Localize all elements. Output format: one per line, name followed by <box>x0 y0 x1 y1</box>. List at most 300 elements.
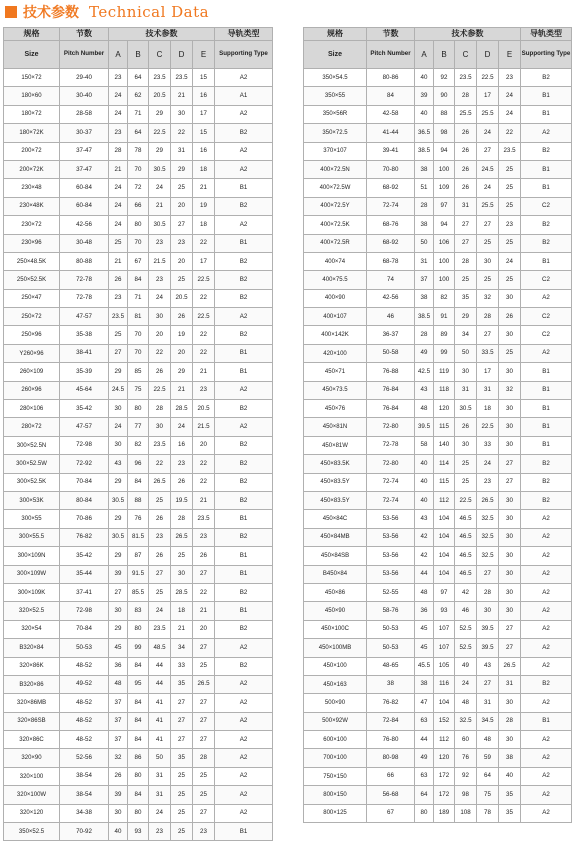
pitch-cell: 50-58 <box>367 344 415 362</box>
b-cell: 84 <box>128 731 149 749</box>
e-cell: 23 <box>193 528 215 546</box>
size-cell: 400×142K <box>304 326 367 344</box>
e-cell: 21 <box>193 179 215 197</box>
e-cell: 17 <box>193 252 215 270</box>
rail-type-cell: A2 <box>521 565 572 583</box>
rail-type-cell: A2 <box>521 547 572 565</box>
b-cell: 84 <box>128 712 149 730</box>
d-cell: 23 <box>171 455 193 473</box>
col-d-header: D <box>171 41 193 69</box>
c-cell: 23.5 <box>149 436 171 454</box>
size-cell: 200×72K <box>4 160 60 178</box>
table-row <box>4 620 273 638</box>
pitch-cell: 35-42 <box>60 547 109 565</box>
size-cell: B450×84 <box>304 565 367 583</box>
d-cell: 43 <box>477 657 499 675</box>
e-cell: 35 <box>499 786 521 804</box>
table-row <box>4 344 273 362</box>
a-cell: 48 <box>415 400 434 418</box>
rail-type-cell: B1 <box>215 565 273 583</box>
c-cell: 26 <box>149 547 171 565</box>
a-cell: 38 <box>415 160 434 178</box>
c-cell: 25 <box>455 455 477 473</box>
spec-header-cn: 规格 <box>304 28 367 41</box>
a-cell: 29 <box>109 473 128 491</box>
size-cell: 250×72 <box>4 308 60 326</box>
rail-type-cell: A2 <box>521 528 572 546</box>
b-cell: 152 <box>434 712 455 730</box>
b-cell: 70 <box>128 326 149 344</box>
table-row <box>4 308 273 326</box>
e-cell: 24 <box>499 105 521 123</box>
d-cell: 19 <box>171 326 193 344</box>
table-row <box>4 105 273 123</box>
table-row <box>304 160 572 178</box>
rail-type-cell: A2 <box>521 583 572 601</box>
table-row <box>4 216 273 234</box>
a-cell: 37 <box>109 694 128 712</box>
e-cell: 26 <box>499 308 521 326</box>
size-cell: 500×92W <box>304 712 367 730</box>
e-cell: 26 <box>193 547 215 565</box>
a-cell: 38.5 <box>415 142 434 160</box>
a-cell: 44 <box>415 565 434 583</box>
c-cell: 27 <box>455 216 477 234</box>
table-row <box>4 179 273 197</box>
e-cell: 22.5 <box>193 271 215 289</box>
e-cell: 30 <box>499 583 521 601</box>
a-cell: 24 <box>109 179 128 197</box>
e-cell: 25 <box>499 234 521 252</box>
d-cell: 24 <box>477 179 499 197</box>
technical-data-table-left <box>3 27 273 841</box>
d-cell: 26 <box>171 473 193 491</box>
d-cell: 27 <box>171 694 193 712</box>
b-cell: 90 <box>434 87 455 105</box>
table-row <box>4 675 273 693</box>
table-row <box>304 694 572 712</box>
table-row <box>304 455 572 473</box>
table-row <box>4 823 273 841</box>
rail-type-cell: B1 <box>215 602 273 620</box>
table-row <box>4 473 273 491</box>
c-cell: 42 <box>455 583 477 601</box>
e-cell: 28 <box>193 749 215 767</box>
table-row <box>304 69 572 87</box>
d-cell: 31 <box>477 694 499 712</box>
c-cell: 30.5 <box>149 160 171 178</box>
rail-type-cell: A2 <box>215 142 273 160</box>
e-cell: 30 <box>499 565 521 583</box>
d-cell: 21 <box>171 87 193 105</box>
table-row <box>304 436 572 454</box>
e-cell: 27 <box>193 639 215 657</box>
header-title-cn: 技术参数 <box>23 5 79 21</box>
table-row <box>304 639 572 657</box>
size-cell: 450×83.5Y <box>304 473 367 491</box>
e-cell: 30 <box>499 602 521 620</box>
d-cell: 59 <box>477 749 499 767</box>
size-cell: 450×100 <box>304 657 367 675</box>
table-row <box>304 473 572 491</box>
e-cell: 25 <box>193 767 215 785</box>
e-cell: 23 <box>499 216 521 234</box>
e-cell: 30 <box>499 510 521 528</box>
table-row <box>304 602 572 620</box>
size-cell: 230×96 <box>4 234 60 252</box>
pitch-cell: 52-55 <box>367 583 415 601</box>
col-e-header: E <box>193 41 215 69</box>
size-cell: 450×100C <box>304 620 367 638</box>
d-cell: 27 <box>477 216 499 234</box>
b-cell: 85 <box>128 363 149 381</box>
a-cell: 29 <box>109 620 128 638</box>
size-cell: 300×55.5 <box>4 528 60 546</box>
d-cell: 27 <box>477 675 499 693</box>
table-row <box>4 694 273 712</box>
pitch-cell: 58-76 <box>367 602 415 620</box>
rail-type-cell: A2 <box>215 418 273 436</box>
pitch-cell: 80-84 <box>60 491 109 509</box>
size-cell: 300×52.5K <box>4 473 60 491</box>
a-cell: 47 <box>415 694 434 712</box>
pitch-cell: 30-37 <box>60 124 109 142</box>
b-cell: 104 <box>434 694 455 712</box>
e-cell: 32 <box>499 381 521 399</box>
d-cell: 24 <box>477 124 499 142</box>
a-cell: 25 <box>109 326 128 344</box>
pitch-cell: 68-76 <box>367 216 415 234</box>
e-cell: 23.5 <box>193 510 215 528</box>
pitch-cell: 76-82 <box>60 528 109 546</box>
table-row <box>4 491 273 509</box>
table-row <box>4 786 273 804</box>
size-cell: 450×163 <box>304 675 367 693</box>
d-cell: 23.5 <box>171 69 193 87</box>
e-cell: 27 <box>193 731 215 749</box>
pitch-cell: 56-68 <box>367 786 415 804</box>
c-cell: 46 <box>455 602 477 620</box>
a-cell: 30 <box>109 804 128 822</box>
pitch-cell: 60-84 <box>60 179 109 197</box>
d-cell: 34.5 <box>477 712 499 730</box>
c-cell: 23.5 <box>149 69 171 87</box>
size-cell: 300×55 <box>4 510 60 528</box>
rail-type-cell: B2 <box>215 657 273 675</box>
b-cell: 100 <box>434 160 455 178</box>
e-cell: 27 <box>499 473 521 491</box>
rail-type-cell: B2 <box>521 142 572 160</box>
size-cell: 700×100 <box>304 749 367 767</box>
pitch-cell: 48-65 <box>367 657 415 675</box>
c-cell: 46.5 <box>455 565 477 583</box>
pitch-cell: 37-41 <box>60 583 109 601</box>
rail-type-cell: B2 <box>521 216 572 234</box>
d-cell: 19.5 <box>171 491 193 509</box>
e-cell: 23 <box>193 381 215 399</box>
a-cell: 27 <box>109 583 128 601</box>
a-cell: 39 <box>109 786 128 804</box>
e-cell: 25 <box>499 160 521 178</box>
d-cell: 25 <box>171 547 193 565</box>
size-cell: 450×76 <box>304 400 367 418</box>
rail-type-cell: A2 <box>215 308 273 326</box>
b-cell: 105 <box>434 657 455 675</box>
c-cell: 28 <box>149 400 171 418</box>
rail-type-cell: A2 <box>215 160 273 178</box>
a-cell: 38.5 <box>415 308 434 326</box>
e-cell: 15 <box>193 124 215 142</box>
size-cell: 450×84C <box>304 510 367 528</box>
d-cell: 27 <box>171 712 193 730</box>
rail-type-cell: B1 <box>521 160 572 178</box>
a-cell: 26 <box>109 767 128 785</box>
pitch-cell: 76-88 <box>367 363 415 381</box>
a-cell: 30.5 <box>109 491 128 509</box>
table-row <box>4 510 273 528</box>
size-cell: 450×100MB <box>304 639 367 657</box>
table-row <box>4 602 273 620</box>
rail-type-cell: B2 <box>521 491 572 509</box>
e-cell: 16 <box>193 142 215 160</box>
table-row <box>4 142 273 160</box>
b-cell: 71 <box>128 289 149 307</box>
b-cell: 118 <box>434 381 455 399</box>
c-cell: 22 <box>149 344 171 362</box>
d-cell: 24 <box>171 418 193 436</box>
d-cell: 39.5 <box>477 620 499 638</box>
d-cell: 34 <box>171 639 193 657</box>
rail-type-cell: B2 <box>215 124 273 142</box>
b-cell: 64 <box>128 69 149 87</box>
b-cell: 97 <box>434 197 455 215</box>
pitch-cell: 29-40 <box>60 69 109 87</box>
pitch-cell: 47-57 <box>60 418 109 436</box>
table-row <box>4 326 273 344</box>
pitch-cell: 76-80 <box>367 731 415 749</box>
technical-data-table-right <box>303 27 572 823</box>
b-cell: 99 <box>128 639 149 657</box>
pitch-cell: 38-54 <box>60 767 109 785</box>
e-cell: 16 <box>193 87 215 105</box>
pitch-cell: 48-52 <box>60 657 109 675</box>
d-cell: 28 <box>171 510 193 528</box>
pitch-cell: 48-52 <box>60 694 109 712</box>
size-cell: 200×72 <box>4 142 60 160</box>
d-cell: 22.5 <box>477 418 499 436</box>
table-row <box>304 510 572 528</box>
b-cell: 89 <box>434 326 455 344</box>
a-cell: 23 <box>109 124 128 142</box>
e-cell: 15 <box>193 69 215 87</box>
rail-type-cell: C2 <box>521 326 572 344</box>
d-cell: 20 <box>171 252 193 270</box>
b-cell: 99 <box>434 344 455 362</box>
c-cell: 28 <box>455 87 477 105</box>
table-row <box>304 271 572 289</box>
pitch-cell: 67 <box>367 804 415 822</box>
table-row <box>304 731 572 749</box>
pitch-cell: 60-84 <box>60 197 109 215</box>
pitch-cell: 42-56 <box>367 289 415 307</box>
c-cell: 24 <box>149 289 171 307</box>
e-cell: 30 <box>499 289 521 307</box>
e-cell: 21 <box>193 491 215 509</box>
size-cell: 400×72.5Y <box>304 197 367 215</box>
b-cell: 77 <box>128 418 149 436</box>
a-cell: 29 <box>109 510 128 528</box>
pitch-cell: 50-53 <box>367 620 415 638</box>
d-cell: 17 <box>477 363 499 381</box>
size-cell: 230×48K <box>4 197 60 215</box>
b-cell: 92 <box>434 69 455 87</box>
col-d-header: D <box>477 41 499 69</box>
pitch-cell: 72-80 <box>367 418 415 436</box>
d-cell: 27 <box>477 326 499 344</box>
table-row <box>304 400 572 418</box>
size-cell: 400×90 <box>304 289 367 307</box>
a-cell: 27 <box>109 344 128 362</box>
a-cell: 42.5 <box>415 363 434 381</box>
rail-type-cell: B2 <box>215 620 273 638</box>
size-cell: 300×109K <box>4 583 60 601</box>
c-cell: 41 <box>149 712 171 730</box>
d-cell: 25.5 <box>477 105 499 123</box>
d-cell: 16 <box>171 436 193 454</box>
pitch-cell: 38 <box>367 675 415 693</box>
e-cell: 30 <box>499 547 521 565</box>
a-cell: 36 <box>109 657 128 675</box>
size-cell: 250×48.5K <box>4 252 60 270</box>
rail-type-cell: B2 <box>215 400 273 418</box>
col-c-header: C <box>149 41 171 69</box>
pitch-cell: 72-78 <box>367 436 415 454</box>
size-cell: 320×52.5 <box>4 602 60 620</box>
size-cell: 250×47 <box>4 289 60 307</box>
rail-type-cell: A2 <box>215 786 273 804</box>
table-row <box>304 234 572 252</box>
b-cell: 70 <box>128 160 149 178</box>
d-cell: 64 <box>477 767 499 785</box>
table-row <box>4 160 273 178</box>
e-cell: 25 <box>499 271 521 289</box>
size-cell: 370×107 <box>304 142 367 160</box>
a-cell: 36.5 <box>415 124 434 142</box>
pitch-cell: 42-56 <box>60 216 109 234</box>
size-cell: 350×54.5 <box>304 69 367 87</box>
rail-type-cell: C2 <box>521 197 572 215</box>
pitch-cell: 52-56 <box>60 749 109 767</box>
e-cell: 22 <box>193 289 215 307</box>
d-cell: 25 <box>171 179 193 197</box>
a-cell: 49 <box>415 344 434 362</box>
pitch-cell: 84 <box>367 87 415 105</box>
e-cell: 30 <box>499 418 521 436</box>
table-row <box>304 712 572 730</box>
b-cell: 120 <box>434 400 455 418</box>
d-cell: 25 <box>171 823 193 841</box>
rail-type-cell: B2 <box>215 528 273 546</box>
table-row <box>4 804 273 822</box>
c-cell: 41 <box>149 731 171 749</box>
table-row <box>304 547 572 565</box>
table-row <box>4 455 273 473</box>
pitch-cell: 68-92 <box>367 234 415 252</box>
d-cell: 78 <box>477 804 499 822</box>
table-row <box>304 105 572 123</box>
e-cell: 22 <box>193 473 215 491</box>
table-row <box>4 69 273 87</box>
a-cell: 49 <box>415 749 434 767</box>
spec-header-en: Size <box>304 41 367 69</box>
c-cell: 92 <box>455 767 477 785</box>
table-row <box>4 639 273 657</box>
c-cell: 26 <box>455 124 477 142</box>
e-cell: 25 <box>499 344 521 362</box>
rail-type-cell: B1 <box>215 510 273 528</box>
pitch-cell: 28-58 <box>60 105 109 123</box>
pitch-cell: 72-78 <box>60 289 109 307</box>
a-cell: 37 <box>109 731 128 749</box>
e-cell: 22 <box>499 124 521 142</box>
e-cell: 18 <box>193 160 215 178</box>
c-cell: 29 <box>149 105 171 123</box>
col-a-header: A <box>109 41 128 69</box>
table-row <box>304 124 572 142</box>
size-cell: 300×53K <box>4 491 60 509</box>
spec-header-en: Size <box>4 41 60 69</box>
a-cell: 48 <box>109 675 128 693</box>
size-cell: 320×86K <box>4 657 60 675</box>
e-cell: 26.5 <box>499 657 521 675</box>
c-cell: 30.5 <box>149 216 171 234</box>
size-cell: B320×86 <box>4 675 60 693</box>
a-cell: 23 <box>109 69 128 87</box>
pitch-cell: 74 <box>367 271 415 289</box>
a-cell: 24.5 <box>109 381 128 399</box>
c-cell: 29 <box>149 142 171 160</box>
d-cell: 27 <box>477 142 499 160</box>
c-cell: 20 <box>149 326 171 344</box>
e-cell: 25 <box>499 197 521 215</box>
e-cell: 27 <box>193 712 215 730</box>
a-cell: 40 <box>415 491 434 509</box>
d-cell: 31 <box>171 142 193 160</box>
d-cell: 35 <box>171 675 193 693</box>
b-cell: 75 <box>128 381 149 399</box>
d-cell: 28.5 <box>171 583 193 601</box>
b-cell: 80 <box>128 804 149 822</box>
rail-type-cell: B1 <box>215 363 273 381</box>
a-cell: 43 <box>415 510 434 528</box>
d-cell: 27 <box>171 731 193 749</box>
pitch-cell: 72-98 <box>60 436 109 454</box>
rail-type-cell: A2 <box>521 620 572 638</box>
pitch-cell: 72-74 <box>367 197 415 215</box>
page-header <box>5 2 209 22</box>
size-cell: 450×83.5K <box>304 455 367 473</box>
d-cell: 48 <box>477 731 499 749</box>
pitch-cell: 72-92 <box>60 455 109 473</box>
pitch-cell: 38-41 <box>60 344 109 362</box>
table-row <box>304 289 572 307</box>
d-cell: 25 <box>477 234 499 252</box>
pitch-cell: 48-52 <box>60 731 109 749</box>
a-cell: 29 <box>109 363 128 381</box>
header-title-en: Technical Data <box>89 3 210 21</box>
c-cell: 76 <box>455 749 477 767</box>
size-cell: 400×72.5R <box>304 234 367 252</box>
